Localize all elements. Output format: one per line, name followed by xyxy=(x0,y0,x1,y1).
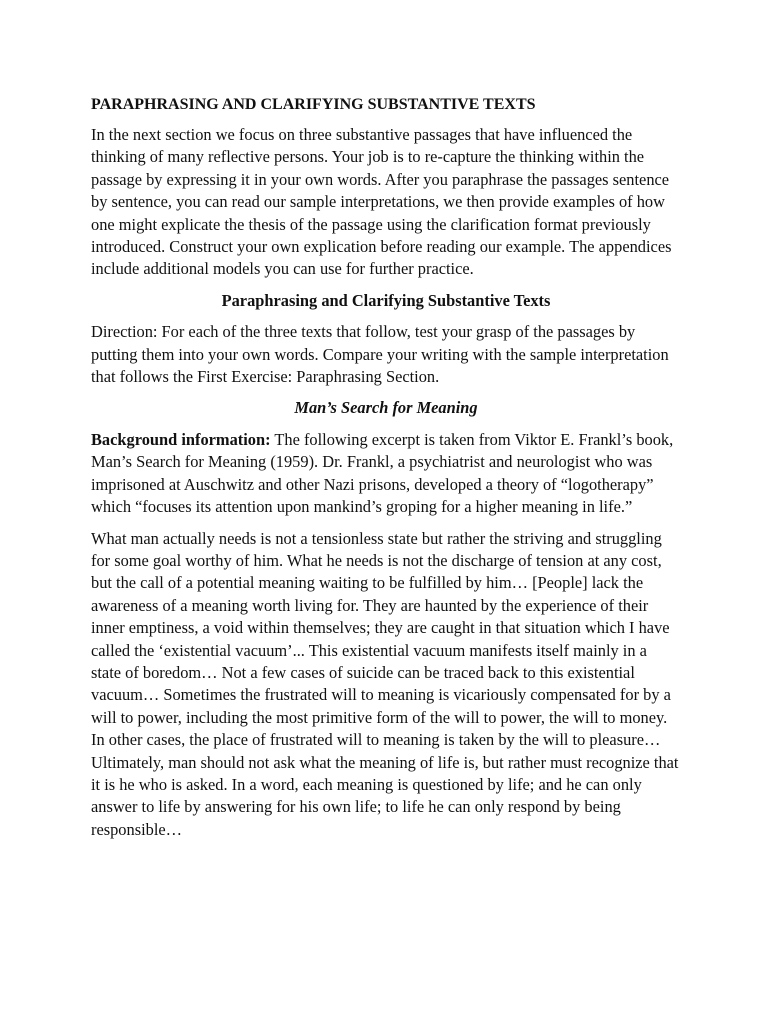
background-label: Background information: xyxy=(91,429,271,449)
document-page xyxy=(91,94,681,850)
background-text: The following excerpt is taken from Viktor E. Frankl’s book, Man’s Search for Meaning (1959). Dr. Frankl, a psychiatrist and neurologist who was imprisoned at Auschwitz and other Nazi prisons, developed a theory of “logotherapy” which “focuses its attention upon mankind’s groping for a higher meaning in life.” xyxy=(91,429,674,517)
page-title: PARAPHRASING AND CLARIFYING SUBSTANTIVE TEXTS xyxy=(91,96,536,113)
direction-paragraph: Direction: For each of the three texts that follow, test your grasp of the passages by putting them into your own words. Compare your writing with the sample interpretation that follows the First Exercise: Paraphrasing Section. xyxy=(91,322,669,387)
background-paragraph xyxy=(91,429,681,519)
excerpt-paragraph: What man actually needs is not a tensionless state but rather the striving and struggling for some goal worthy of him. What he needs is not the discharge of tension at any cost, but the call of a potential meaning waiting to be fulfilled by him… [People] lack the awareness of a meaning worth living for. They are haunted by the experience of their inner emptiness, a void within themselves; they are caught in that situation which I have called the ‘existential vacuum’... This existential vacuum manifests itself mainly in a state of boredom… Not a few cases of suicide can be traced back to this existential vacuum… Sometimes the frustrated will to meaning is vicariously compensated for by a will to power, including the most primitive form of the will to power, the will to money. In other cases, the place of frustrated will to meaning is taken by the will to pleasure… Ultimately, man should not ask what the meaning of life is, but rather must recognize that it is he who is asked. In a word, each meaning is questioned by life; and he can only answer to life by answering for his own life; to life he can only respond by being responsible… xyxy=(91,528,679,839)
intro-paragraph: In the next section we focus on three substantive passages that have influenced the thinking of many reflective persons. Your job is to re-capture the thinking within the passage by expressing it in your own words. After you paraphrase the passages sentence by sentence, you can read our sample interpretations, we then provide examples of how one might explicate the thesis of the passage using the clarification format previously introduced. Construct your own explication before reading our example. The appendices include additional models you can use for further practice. xyxy=(91,125,672,279)
subsection-title: Man’s Search for Meaning xyxy=(294,398,478,418)
section-heading: Paraphrasing and Clarifying Substantive Texts xyxy=(221,290,551,310)
